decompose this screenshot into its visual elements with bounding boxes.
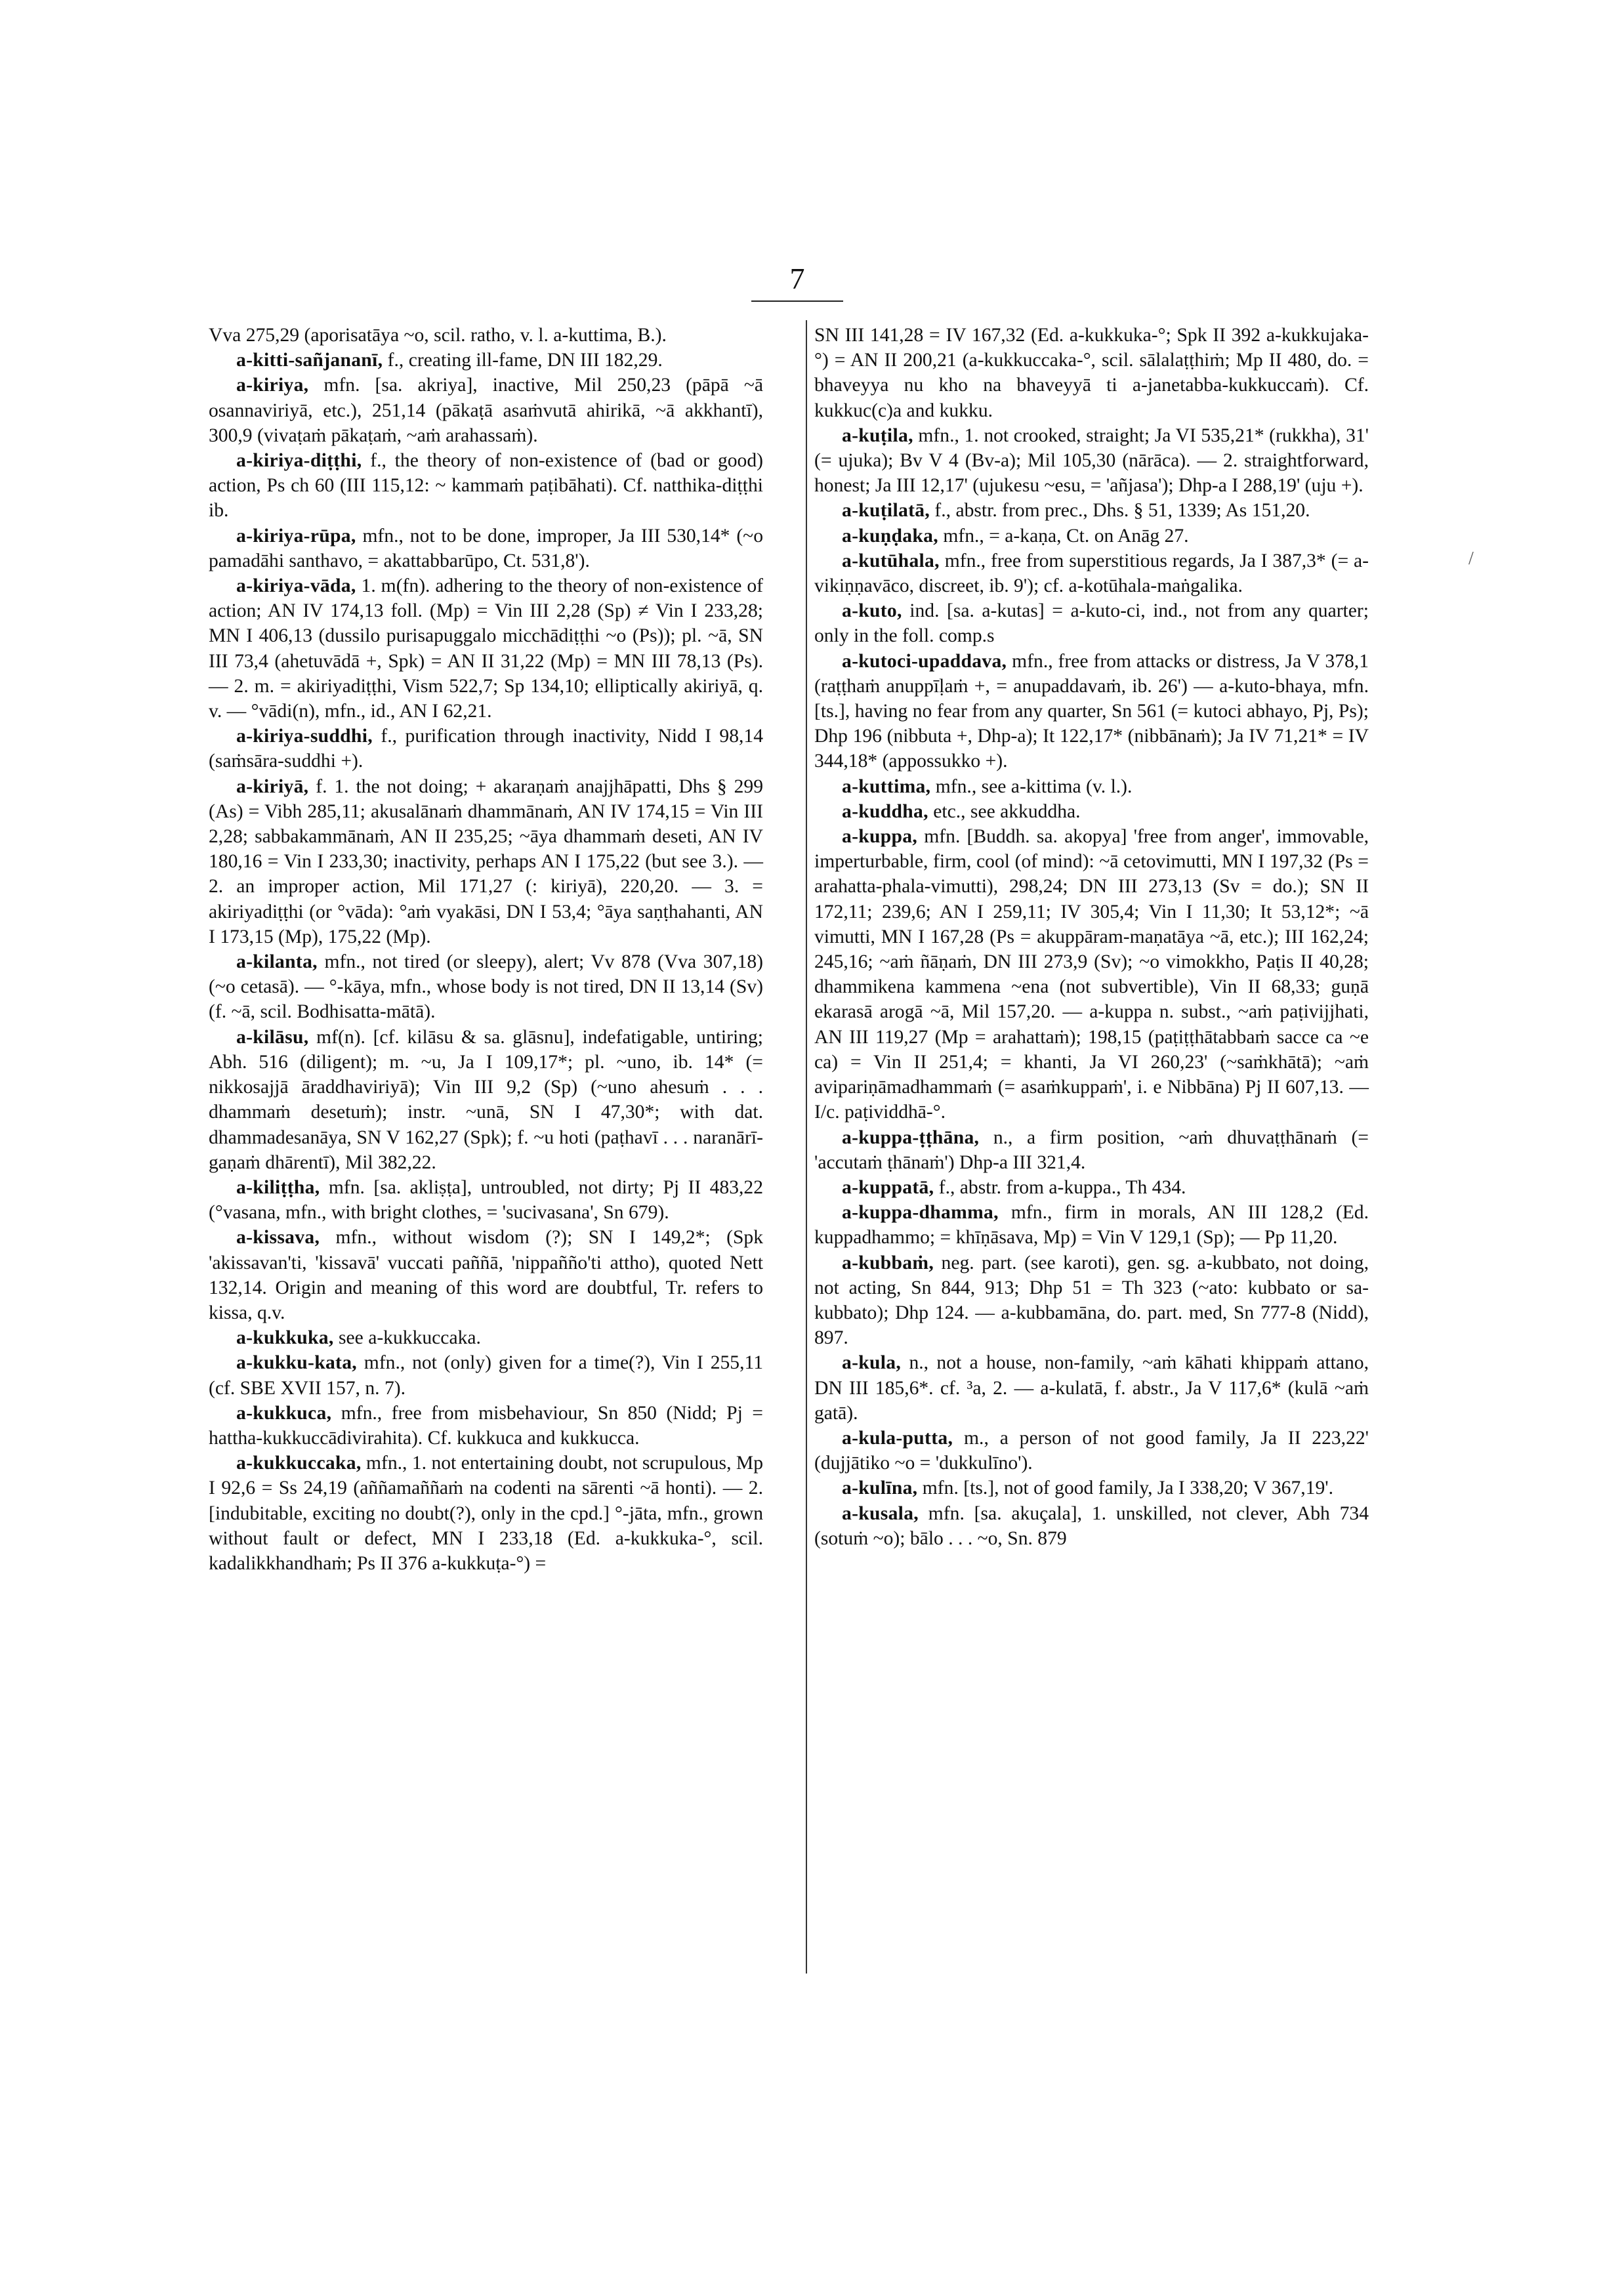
entry-headword: a-kitti-sañjananī, — [236, 350, 383, 371]
dictionary-entry — [814, 774, 1369, 799]
entry-headword: a-kuppa-dhamma, — [842, 1202, 999, 1224]
dictionary-entry — [209, 323, 763, 348]
dictionary-entry — [814, 1501, 1369, 1551]
dictionary-entry — [209, 573, 763, 724]
dictionary-entry — [209, 448, 763, 524]
entry-text: mfn., not to be done, improper, Ja III 530,14* (~o pamadāhi santhavo, = akattabbarūpo, Ct. 531,8'). — [209, 525, 763, 571]
entry-text: mfn., not tired (or sleepy), alert; Vv 878 (Vva 307,18) (~o cetasā). — °-kāya, mfn., whose body is not tired, DN II 13,14 (Sv) (f. ~ā, scil. Bodhisatta-mātā). — [209, 951, 763, 1023]
entry-text: ind. [sa. a-kutas] = a-kuto-ci, ind., not from any quarter; only in the foll. comp.s — [814, 600, 1369, 647]
dictionary-entry — [209, 524, 763, 573]
entry-text: mfn. [sa. akuçala], 1. unskilled, not clever, Abh 734 (sotuṁ ~o); bālo . . . ~o, Sn. 879 — [814, 1502, 1369, 1549]
entry-text: n., a firm position, ~aṁ dhuvaṭṭhānaṁ (= 'accutaṁ ṭhānaṁ') Dhp-a III 321,4. — [814, 1127, 1369, 1173]
entry-text: mfn., free from attacks or distress, Ja V 378,1 (raṭṭhaṁ anuppīḷaṁ +, = anupaddavaṁ, ib. 26') — a-kuto-bhaya, mfn. [ts.], having no fear from any quarter, Sn 561 (= kutoci abhayo, Pj, Ps); Dhp 196 (nibbuta +, Dhp-a); It 122,17* (nibbānaṁ); Ja IV 71,21* = IV 344,18* (appossukko +). — [814, 650, 1369, 772]
entry-text: f., abstr. from prec., Dhs. § 51, 1339; As 151,20. — [930, 500, 1310, 522]
entry-headword: a-kuṭilatā, — [842, 500, 930, 522]
entry-headword: a-kutūhala, — [842, 550, 940, 571]
entry-text: m., a person of not good family, Ja II 223,22' (dujjātiko ~o = 'dukkulīno'). — [814, 1427, 1369, 1474]
entry-text: etc., see akkuddha. — [928, 800, 1081, 822]
entry-text: mfn., not (only) given for a time(?), Vin I 255,11 (cf. SBE XVII 157, n. 7). — [209, 1352, 763, 1399]
entry-headword: a-kula, — [842, 1352, 902, 1374]
dictionary-entry — [814, 323, 1369, 423]
entry-headword: a-kulīna, — [842, 1478, 918, 1499]
dictionary-entry — [209, 774, 763, 949]
entry-text: Vva 275,29 (aporisatāya ~o, scil. ratho, v. l. a-kuttima, B.). — [209, 325, 667, 346]
entry-headword: a-kukkuccaka, — [236, 1453, 362, 1474]
dictionary-entry — [814, 1251, 1369, 1351]
entry-text: f., purification through inactivity, Nidd I 98,14 (saṁsāra-suddhi +). — [209, 726, 763, 772]
dictionary-entry — [814, 498, 1369, 523]
dictionary-entry — [209, 1325, 763, 1350]
entry-headword: a-kusala, — [842, 1502, 919, 1524]
entry-text: f., the theory of non-existence of (bad or good) action, Ps ch 60 (III 115,12: ~ kammaṁ paṭibāhati). Cf. natthika-diṭṭhi ib. — [209, 450, 763, 522]
entry-headword: a-kiriya, — [236, 375, 309, 396]
entry-headword: a-kuto, — [842, 600, 902, 622]
entry-text: neg. part. (see karoti), gen. sg. a-kubbato, not doing, not acting, Sn 844, 913; Dhp 51 = Th 323 (~ato: kubbato or sa-kubbato); Dhp 124. — a-kubbamāna, do. part. med, Sn 777-8 (Nidd), 897. — [814, 1252, 1369, 1349]
entry-text: mfn., without wisdom (?); SN I 149,2*; (Spk 'akissavan'ti, 'kissavā' vuccati paññā, 'nippañño'ti attho), quoted Nett 132,14. Origin and meaning of this word are doubtful, Tr. refers to kissa, q.v. — [209, 1227, 763, 1323]
dictionary-entry — [814, 1175, 1369, 1200]
entry-text: mfn., free from superstitious regards, Ja I 387,3* (= a-vikiṇṇavāco, discreet, ib. 9'); cf. a-kotūhala-maṅgalika. — [814, 550, 1369, 597]
entry-headword: a-kukku-kata, — [236, 1352, 358, 1374]
entry-headword: a-kula-putta, — [842, 1427, 953, 1449]
dictionary-entry — [814, 1426, 1369, 1476]
dictionary-entry — [209, 724, 763, 774]
entry-text: mfn., 1. not crooked, straight; Ja VI 535,21* (rukkha), 31' (= ujuka); Bv V 4 (Bv-a); Mil 105,30 (nārāca). — 2. straightforward, honest; Ja III 12,17' (ujukesu ~esu, = 'añjasa'); Dhp-a I 288,19' (uju +). — [814, 424, 1369, 497]
dictionary-entry — [814, 1476, 1369, 1500]
entry-headword: a-kiriyā, — [236, 775, 309, 797]
entry-headword: a-kilanta, — [236, 951, 318, 973]
entry-headword: a-kiliṭṭha, — [236, 1176, 320, 1198]
entry-headword: a-kukkuka, — [236, 1327, 334, 1349]
entry-headword: a-kissava, — [236, 1227, 320, 1249]
dictionary-entry — [209, 1350, 763, 1400]
entry-text: mfn., see a-kittima (v. l.). — [930, 775, 1133, 797]
dictionary-entry — [209, 1025, 763, 1175]
dictionary-entry — [814, 423, 1369, 499]
entry-headword: a-kilāsu, — [236, 1026, 309, 1048]
entry-text: f., abstr. from a-kuppa., Th 434. — [934, 1176, 1186, 1198]
entry-headword: a-kiriya-diṭṭhi, — [236, 450, 362, 472]
entry-headword: a-kuṭila, — [842, 424, 913, 446]
entry-headword: a-kutoci-upaddava, — [842, 650, 1007, 672]
dictionary-entry — [209, 1175, 763, 1225]
entry-headword: a-kiriya-rūpa, — [236, 525, 356, 547]
entry-text: mfn., firm in morals, AN III 128,2 (Ed. kuppadhammo; = khīṇāsava, Mp) = Vin V 129,1 (Sp); — Pp 11,20. — [814, 1202, 1369, 1249]
dictionary-entry — [209, 1401, 763, 1451]
entry-headword: a-kuddha, — [842, 800, 928, 822]
entry-headword: a-kiriya-suddhi, — [236, 726, 373, 747]
entry-headword: a-kuṇḍaka, — [842, 525, 938, 547]
entry-text: f., creating ill-fame, DN III 182,29. — [383, 350, 663, 371]
entry-text: n., not a house, non-family, ~aṁ kāhati khippaṁ attano, DN III 185,6*. cf. ³a, 2. — a-kulatā, f. abstr., Ja V 117,6* (kulā ~aṁ gatā). — [814, 1352, 1369, 1424]
entry-text: mfn., = a-kaṇa, Ct. on Anāg 27. — [938, 525, 1189, 547]
dictionary-entry — [814, 548, 1369, 598]
entry-headword: a-kiriya-vāda, — [236, 575, 356, 597]
page-number: 7 — [789, 262, 805, 295]
entry-headword: a-kuppatā, — [842, 1176, 934, 1198]
entry-text: SN III 141,28 = IV 167,32 (Ed. a-kukkuka-°; Spk II 392 a-kukkujaka-°) = AN II 200,21 (a-kukkuccaka-°, scil. sālalaṭṭhiṁ; Mp II 480, do. = bhaveyya nu kho na bhaveyyā ti a-janetabba-kukkuccaṁ). Cf. kukkuc(c)a and kukku. — [814, 325, 1369, 421]
entry-text: mfn. [sa. akliṣṭa], untroubled, not dirty; Pj II 483,22 (°vasana, mfn., with bright clothes, = 'sucivasana', Sn 679). — [209, 1176, 763, 1224]
header-rule — [751, 300, 843, 302]
dictionary-entry — [209, 1451, 763, 1576]
dictionary-entry — [814, 799, 1369, 824]
dictionary-entry — [814, 1350, 1369, 1426]
entry-headword: a-kuppa, — [842, 826, 918, 848]
entry-text: see a-kukkuccaka. — [333, 1327, 481, 1349]
left-column — [209, 323, 763, 1576]
entry-headword: a-kukkuca, — [236, 1402, 332, 1424]
entry-headword: a-kuttima, — [842, 775, 931, 797]
entry-text: mfn., 1. not entertaining doubt, not scrupulous, Mp I 92,6 = Ss 24,19 (aññamaññaṁ na codenti na sārenti ~ā honti). — 2. [indubitable, exciting no doubt(?), only in the cpd.] °-jāta, mfn., grown without fault or defect, MN I 233,18 (Ed. a-kukkuka-°, scil. kadalikkhandhaṁ; Ps II 376 a-kukkuṭa-°) = — [209, 1453, 763, 1574]
dictionary-entry — [814, 824, 1369, 1125]
dictionary-entry — [209, 949, 763, 1025]
entry-text: mfn. [ts.], not of good family, Ja I 338,20; V 367,19'. — [917, 1478, 1333, 1499]
dictionary-entry — [209, 373, 763, 448]
dictionary-entry — [814, 1125, 1369, 1175]
entry-text: f. 1. the not doing; + akaraṇaṁ anajjhāpatti, Dhs § 299 (As) = Vibh 285,11; akusalānaṁ dhammānaṁ, AN IV 174,15 = Vin III 2,28; sabbakammānaṁ, AN II 235,25; ~āya dhammaṁ deseti, AN IV 180,16 = Vin I 233,30; inactivity, perhaps AN I 175,22 (but see 3.). — 2. an improper action, Mil 171,27 (: kiriyā), 220,20. — 3. = akiriyadiṭṭhi (or °vāda): °aṁ vyakāsi, DN I 53,4; °āya saṇṭhahanti, AN I 173,15 (Mp), 175,22 (Mp). — [209, 775, 763, 947]
dictionary-entry — [814, 649, 1369, 774]
entry-text: mfn. [sa. akriya], inactive, Mil 250,23 (pāpā ~ā osannaviriyā, etc.), 251,14 (pākaṭā asaṁvutā ahirikā, ~ā akkhantī), 300,9 (vivaṭaṁ pākaṭaṁ, ~aṁ arahassaṁ). — [209, 375, 763, 446]
dictionary-entry — [209, 348, 763, 373]
dictionary-entry — [814, 1200, 1369, 1250]
entry-text: 1. m(fn). adhering to the theory of non-existence of action; AN IV 174,13 foll. (Mp) = Vin III 2,28 (Sp) ≠ Vin I 233,28; MN I 406,13 (dussilo purisapuggalo micchādiṭṭhi ~o (Ps)); pl. ~ā, SN III 73,4 (ahetuvādā +, Spk) = AN II 31,22 (Mp) = MN III 78,13 (Ps). — 2. m. = akiriyadiṭṭhi, Vism 522,7; Sp 134,10; elliptically akiriyā, q. v. — °vādi(n), mfn., id., AN I 62,21. — [209, 575, 763, 722]
column-divider — [806, 320, 807, 1974]
dictionary-entry — [209, 1225, 763, 1325]
entry-headword: a-kuppa-ṭṭhāna, — [842, 1127, 980, 1148]
entry-text: mfn., free from misbehaviour, Sn 850 (Nidd; Pj = hattha-kukkuccādivirahita). Cf. kukkuca and kukkucca. — [209, 1402, 763, 1449]
margin-mark: / — [1468, 548, 1474, 569]
dictionary-entry — [814, 598, 1369, 648]
right-column — [814, 323, 1369, 1551]
dictionary-entry — [814, 524, 1369, 548]
entry-headword: a-kubbaṁ, — [842, 1252, 934, 1273]
entry-text: mf(n). [cf. kilāsu & sa. glāsnu], indefatigable, untiring; Abh. 516 (diligent); m. ~u, Ja I 109,17*; pl. ~uno, ib. 14* (= nikkosajjā āraddhaviriyā); Vin III 9,2 (Sp) (~uno ahesuṁ . . . dhammaṁ desetuṁ); instr. ~unā, SN I 47,30*; with dat. dhammadesanāya, SN V 162,27 (Spk); f. ~u hoti (paṭhavī . . . naranārī-gaṇaṁ dhārentī), Mil 382,22. — [209, 1026, 763, 1173]
entry-text: mfn. [Buddh. sa. akopya] 'free from anger', immovable, imperturbable, firm, cool (of mind): ~ā cetovimutti, MN I 197,32 (Ps = arahatta-phala-vimutti), 298,24; DN III 273,13 (Sv = do.); SN II 172,11; 239,6; AN I 259,11; IV 305,4; Vin I 11,30; It 53,12*; ~ā vimutti, MN I 167,28 (Ps = akuppāram-maṇatāya ~ā, etc.); III 162,24; 245,16; ~aṁ ñāṇaṁ, DN III 273,9 (Sv); ~o vimokkho, Paṭis II 40,28; dhammikena kammena ~ena (not subvertible), Vin II 68,33; guṇā ekarasā arogā ~ā, Mil 157,20. — a-kuppa n. subst., ~aṁ paṭivijjhati, AN III 119,27 (Mp = arahattaṁ); 198,15 (paṭiṭṭhātabbaṁ sacce ca ~e ca) = Vin II 251,4; = khanti, Ja VI 260,23' (~saṁkhātā); ~aṁ avipariṇāmadhammaṁ (= asaṁkuppaṁ', i. e Nibbāna) Pj II 607,13. — I/c. paṭividdhā-°. — [814, 826, 1369, 1123]
